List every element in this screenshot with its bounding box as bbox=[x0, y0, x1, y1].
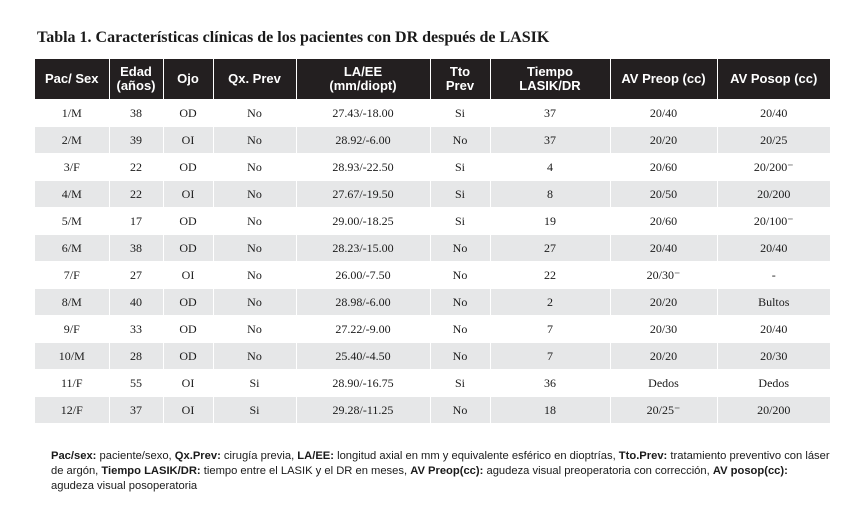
table-cell: OD bbox=[163, 154, 213, 181]
table-cell: 20/60 bbox=[610, 208, 717, 235]
table-cell: 12/F bbox=[35, 397, 109, 424]
table-cell: 36 bbox=[490, 370, 610, 397]
table-cell: 11/F bbox=[35, 370, 109, 397]
table-cell: 9/F bbox=[35, 316, 109, 343]
table-cell: 25.40/-4.50 bbox=[296, 343, 430, 370]
table-cell: No bbox=[213, 316, 296, 343]
table-cell: 27.43/-18.00 bbox=[296, 100, 430, 127]
table-cell: Dedos bbox=[717, 370, 830, 397]
table-row bbox=[35, 100, 830, 127]
table-cell: 37 bbox=[490, 100, 610, 127]
table-cell: 28 bbox=[109, 343, 163, 370]
column-header-line: Pac/ Sex bbox=[45, 71, 99, 86]
table-cell: 2 bbox=[490, 289, 610, 316]
footnote-term: Tiempo LASIK/DR: bbox=[101, 465, 201, 477]
table-cell: 38 bbox=[109, 100, 163, 127]
table-cell: No bbox=[213, 262, 296, 289]
table-cell: OI bbox=[163, 127, 213, 154]
table-cell: 20/200 bbox=[717, 397, 830, 424]
table-cell: 27.22/-9.00 bbox=[296, 316, 430, 343]
table-cell: No bbox=[213, 343, 296, 370]
column-header-line: Qx. Prev bbox=[228, 71, 281, 86]
table-cell: 20/20 bbox=[610, 127, 717, 154]
table-cell: 8/M bbox=[35, 289, 109, 316]
table-cell: No bbox=[430, 343, 490, 370]
table-cell: 7 bbox=[490, 316, 610, 343]
table-cell: 40 bbox=[109, 289, 163, 316]
column-header-line: LASIK/DR bbox=[519, 78, 581, 93]
table-cell: 7 bbox=[490, 343, 610, 370]
column-header-line: Edad bbox=[120, 64, 152, 79]
table-cell: 27 bbox=[490, 235, 610, 262]
column-header-line: Ojo bbox=[177, 71, 199, 86]
table-cell: OI bbox=[163, 370, 213, 397]
table-cell: No bbox=[213, 181, 296, 208]
table-cell: No bbox=[430, 127, 490, 154]
table-cell: 4 bbox=[490, 154, 610, 181]
table-cell: 38 bbox=[109, 235, 163, 262]
table-cell: No bbox=[213, 100, 296, 127]
table-cell: 22 bbox=[109, 154, 163, 181]
table-cell: Si bbox=[430, 181, 490, 208]
column-header bbox=[213, 59, 296, 100]
column-header bbox=[163, 59, 213, 100]
table-cell: 20/30⁻ bbox=[610, 262, 717, 289]
column-header bbox=[490, 59, 610, 100]
table-cell: 4/M bbox=[35, 181, 109, 208]
table-cell: 27 bbox=[109, 262, 163, 289]
table-cell: No bbox=[213, 154, 296, 181]
footnote-description: agudeza visual preoperatoria con corrección, bbox=[483, 465, 713, 477]
table-cell: 28.90/-16.75 bbox=[296, 370, 430, 397]
table-cell: 28.93/-22.50 bbox=[296, 154, 430, 181]
column-header-line: LA/EE bbox=[343, 64, 383, 79]
table-cell: No bbox=[213, 208, 296, 235]
footnote-term: Pac/sex: bbox=[51, 450, 97, 462]
column-header bbox=[296, 59, 430, 100]
table-cell: 26.00/-7.50 bbox=[296, 262, 430, 289]
footnote-term: LA/EE: bbox=[297, 450, 334, 462]
table-cell: 20/40 bbox=[717, 100, 830, 127]
footnote-term: AV posop(cc): bbox=[712, 465, 788, 477]
table-cell: 28.23/-15.00 bbox=[296, 235, 430, 262]
footnote-term: AV Preop(cc): bbox=[410, 465, 484, 477]
table-cell: 1/M bbox=[35, 100, 109, 127]
footnote-term: Tto.Prev: bbox=[618, 450, 668, 462]
table-cell: 20/25⁻ bbox=[610, 397, 717, 424]
table-cell: 19 bbox=[490, 208, 610, 235]
column-header-line: AV Preop (cc) bbox=[621, 71, 706, 86]
table-cell: OI bbox=[163, 262, 213, 289]
table-cell: Si bbox=[430, 208, 490, 235]
column-header bbox=[610, 59, 717, 100]
table-cell: 20/200⁻ bbox=[717, 154, 830, 181]
column-header-line: Prev bbox=[445, 78, 475, 93]
table-row bbox=[35, 154, 830, 181]
table-row bbox=[35, 370, 830, 397]
column-header-line: (años) bbox=[116, 78, 156, 93]
column-header bbox=[430, 59, 490, 100]
table-cell: 29.00/-18.25 bbox=[296, 208, 430, 235]
table-cell: No bbox=[213, 127, 296, 154]
column-header bbox=[35, 59, 109, 100]
table-cell: 20/200 bbox=[717, 181, 830, 208]
table-cell: 5/M bbox=[35, 208, 109, 235]
footnote-term: Qx.Prev: bbox=[174, 450, 221, 462]
table-cell: 7/F bbox=[35, 262, 109, 289]
table-cell: 20/60 bbox=[610, 154, 717, 181]
table-cell: OD bbox=[163, 343, 213, 370]
table-cell: Si bbox=[430, 370, 490, 397]
table-cell: OI bbox=[163, 397, 213, 424]
table-row bbox=[35, 343, 830, 370]
table-row bbox=[35, 127, 830, 154]
table-cell: 22 bbox=[109, 181, 163, 208]
table-cell: 20/30 bbox=[717, 343, 830, 370]
column-header-line: Tto bbox=[449, 64, 471, 79]
table-cell: No bbox=[430, 316, 490, 343]
table-cell: No bbox=[430, 235, 490, 262]
table-footnote bbox=[51, 449, 831, 494]
table-row bbox=[35, 262, 830, 289]
table-cell: 20/100⁻ bbox=[717, 208, 830, 235]
footnote-description: cirugía previa, bbox=[220, 450, 298, 462]
table-cell: 28.92/-6.00 bbox=[296, 127, 430, 154]
table-cell: OD bbox=[163, 100, 213, 127]
column-header-line: Tiempo bbox=[527, 64, 573, 79]
table-cell: - bbox=[717, 262, 830, 289]
table-cell: Bultos bbox=[717, 289, 830, 316]
table-title: Tabla 1. Características clínicas de los pacientes con DR después de LASIK bbox=[37, 29, 550, 46]
table-cell: Si bbox=[430, 100, 490, 127]
table-row bbox=[35, 289, 830, 316]
table-cell: No bbox=[213, 235, 296, 262]
column-header bbox=[109, 59, 163, 100]
table-cell: 33 bbox=[109, 316, 163, 343]
table-cell: OD bbox=[163, 208, 213, 235]
footnote-description: longitud axial en mm y equivalente esférico en dioptrías, bbox=[333, 450, 619, 462]
table-cell: 2/M bbox=[35, 127, 109, 154]
table-cell: 20/50 bbox=[610, 181, 717, 208]
column-header bbox=[717, 59, 830, 100]
table-cell: OD bbox=[163, 289, 213, 316]
column-header-line: (mm/diopt) bbox=[329, 78, 397, 93]
table-cell: 20/25 bbox=[717, 127, 830, 154]
column-header-line: AV Posop (cc) bbox=[730, 71, 818, 86]
table-cell: 27.67/-19.50 bbox=[296, 181, 430, 208]
table-row bbox=[35, 208, 830, 235]
patient-characteristics-table bbox=[35, 59, 830, 423]
table-cell: 6/M bbox=[35, 235, 109, 262]
table-cell: 20/40 bbox=[717, 316, 830, 343]
table-cell: 10/M bbox=[35, 343, 109, 370]
table-row bbox=[35, 397, 830, 424]
table-body bbox=[35, 100, 830, 424]
table-cell: No bbox=[430, 397, 490, 424]
table-cell: 20/20 bbox=[610, 343, 717, 370]
table-cell: No bbox=[213, 289, 296, 316]
table-cell: Dedos bbox=[610, 370, 717, 397]
table-cell: 17 bbox=[109, 208, 163, 235]
table-cell: OD bbox=[163, 235, 213, 262]
table-cell: 28.98/-6.00 bbox=[296, 289, 430, 316]
table-cell: 20/20 bbox=[610, 289, 717, 316]
table-cell: 37 bbox=[109, 397, 163, 424]
table-cell: No bbox=[430, 262, 490, 289]
table-cell: No bbox=[430, 289, 490, 316]
table-cell: 22 bbox=[490, 262, 610, 289]
table-cell: 20/40 bbox=[717, 235, 830, 262]
footnote-description: agudeza visual posoperatoria bbox=[51, 480, 198, 492]
footnote-description: tratamiento preventivo con láser de argón, bbox=[51, 450, 830, 477]
footnote-description: tiempo entre el LASIK y el DR en meses, bbox=[200, 465, 411, 477]
table-cell: 55 bbox=[109, 370, 163, 397]
table-cell: Si bbox=[430, 154, 490, 181]
table-cell: 20/40 bbox=[610, 100, 717, 127]
table-row bbox=[35, 181, 830, 208]
table-row bbox=[35, 235, 830, 262]
table-cell: 37 bbox=[490, 127, 610, 154]
table-cell: 18 bbox=[490, 397, 610, 424]
table-row bbox=[35, 316, 830, 343]
table-cell: Si bbox=[213, 370, 296, 397]
table-header-row bbox=[35, 59, 830, 100]
table-cell: 20/30 bbox=[610, 316, 717, 343]
table-cell: 29.28/-11.25 bbox=[296, 397, 430, 424]
table-cell: 39 bbox=[109, 127, 163, 154]
footnote-description: paciente/sexo, bbox=[96, 450, 175, 462]
table-cell: OD bbox=[163, 316, 213, 343]
table-cell: Si bbox=[213, 397, 296, 424]
table-cell: OI bbox=[163, 181, 213, 208]
table-cell: 3/F bbox=[35, 154, 109, 181]
table-cell: 20/40 bbox=[610, 235, 717, 262]
table-cell: 8 bbox=[490, 181, 610, 208]
